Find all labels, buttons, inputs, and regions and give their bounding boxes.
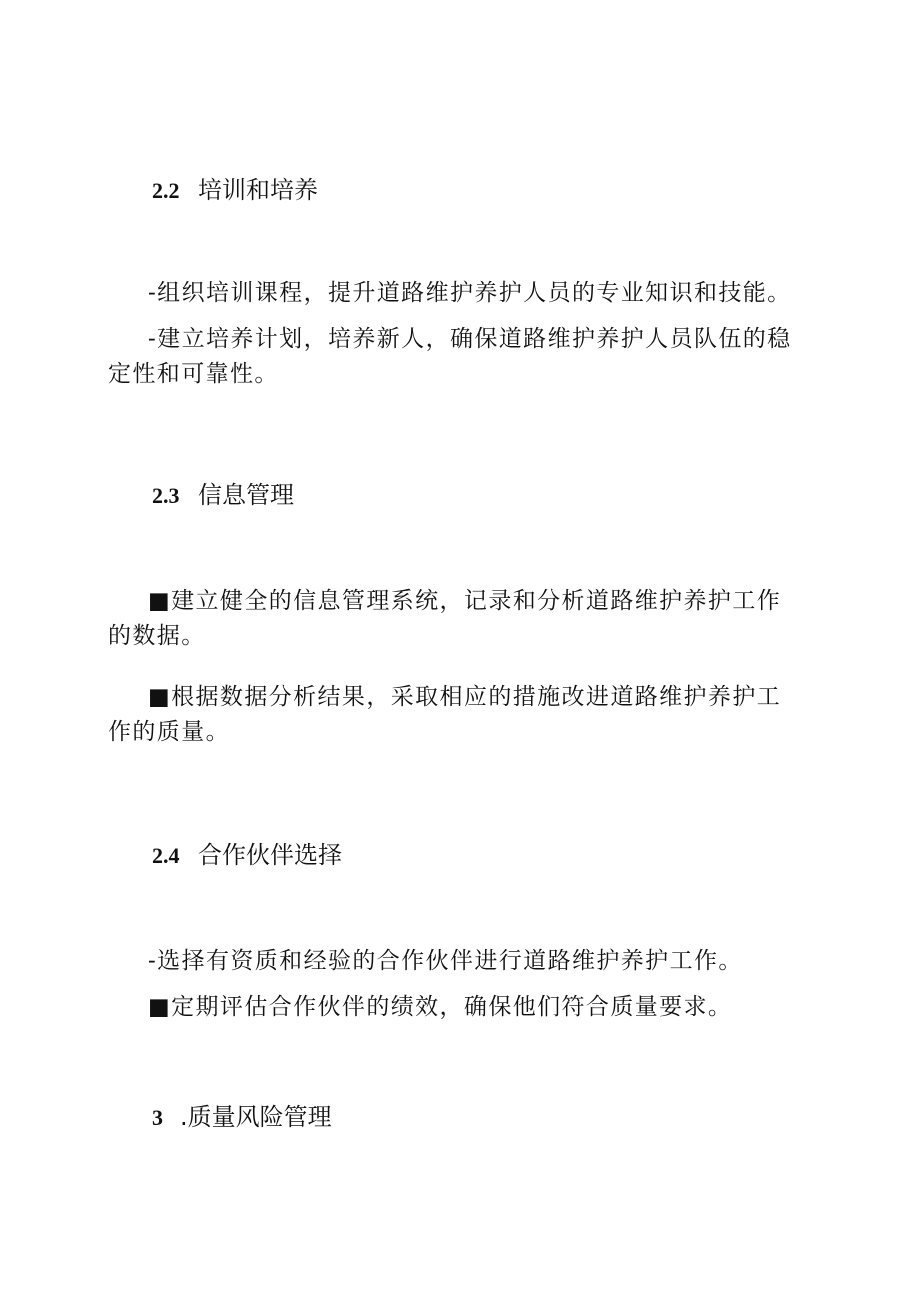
paragraph: ■建立健全的信息管理系统，记录和分析道路维护养护工作的数据。 [108,588,782,649]
section-heading-2-3 [152,480,294,511]
section-heading-3 [152,1102,332,1133]
section-title: .质量风险管理 [180,1103,332,1131]
paragraph: -选择有资质和经验的合作伙伴进行道路维护养护工作。 [148,948,743,974]
paragraph: ■根据数据分析结果，采取相应的措施改进道路维护养护工作的质量。 [108,684,782,745]
section-heading-2-2 [152,175,318,206]
section-number: 3 [152,1105,163,1130]
section-number: 2.4 [152,843,180,868]
section-title: 培训和培养 [198,176,318,204]
paragraph: -建立培养计划，培养新人，确保道路维护养护人员队伍的稳定性和可靠性。 [108,326,792,387]
section-number: 2.2 [152,178,180,203]
section-number: 2.3 [152,483,180,508]
section-title: 合作伙伴选择 [198,841,342,869]
section-heading-2-4 [152,840,342,871]
section-title: 信息管理 [198,481,294,509]
paragraph: ■定期评估合作伙伴的绩效，确保他们符合质量要求。 [148,994,733,1020]
paragraph: -组织培训课程，提升道路维护养护人员的专业知识和技能。 [148,280,792,306]
